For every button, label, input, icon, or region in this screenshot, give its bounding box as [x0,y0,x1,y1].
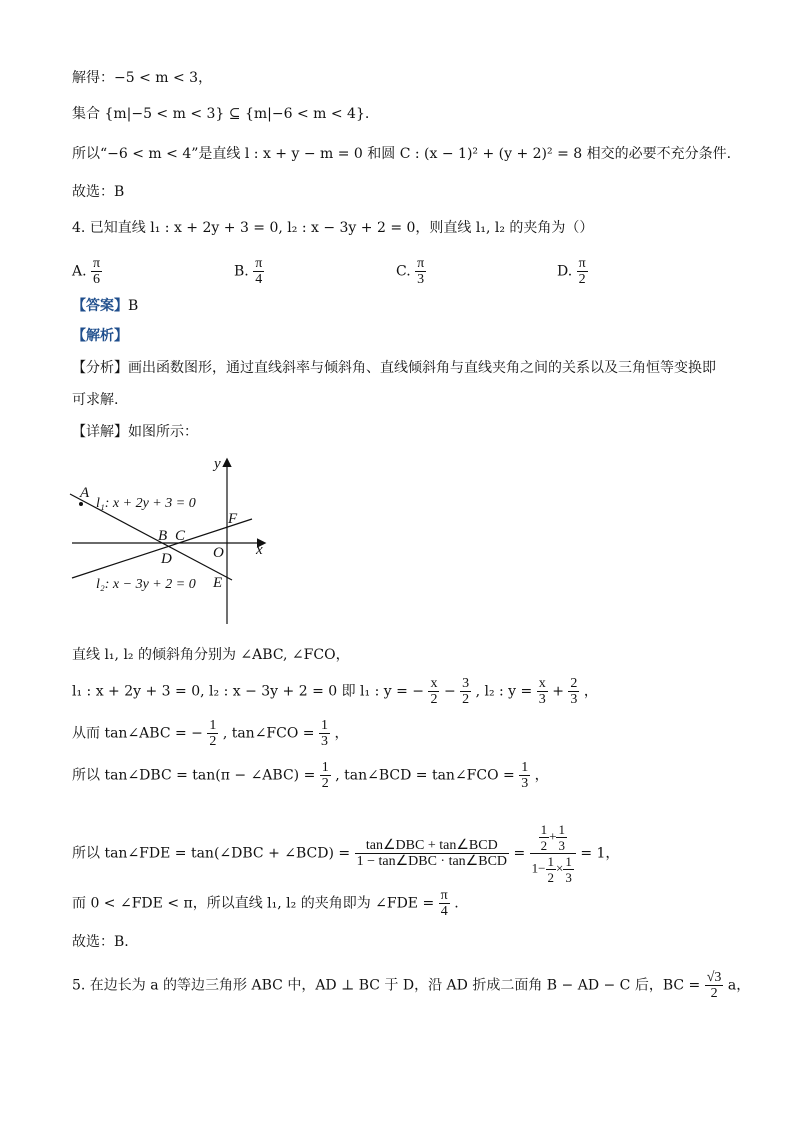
derivation-5: 所以 tan∠FDE = tan(∠DBC + ∠BCD) = $\frac{\text{tan∠DBC + tan∠BCD}}{\text{1 − tan∠DBC · tan∠BCD}}$ = $\frac{1}{2}$ + $\frac{1}{3}$ 1− $\frac{1}{2}$ × $\frac{1}{3}$ = 1， [72,822,620,885]
label-a: A [80,485,90,501]
derivation-3: 从而 tan∠ABC = − $\frac{1}{2}$ , tan∠FCO = $\frac{1}{3}$ ， [72,718,349,749]
line-conclusion: 所以“−6 < m < 4”是直线 l : x + y − m = 0 和圆 C : (x − 1)² + (y + 2)² = 8 相交的必要不充分条件. [72,146,732,162]
derivation-2: l₁ : x + 2y + 3 = 0, l₂ : x − 3y + 2 = 0 即 l₁ : y = − $\frac{x}{2}$ − $\frac{3}{2}$ , l₂ : y = $\frac{x}{3}$ + $\frac{2}{3}$ ， [72,676,598,707]
derivation-4: 所以 tan∠DBC = tan(π − ∠ABC) = $\frac{1}{2}$ , tan∠BCD = tan∠FCO = $\frac{1}{3}$ ， [72,760,549,791]
label-e: E [213,575,223,591]
label-d: D [161,551,172,567]
fenxi-line: 【分析】画出函数图形，通过直线斜率与倾斜角、直线倾斜角与直线夹角之间的关系以及三角恒等变换即 [72,360,716,376]
figure-two-lines [68,452,278,627]
label-y: y [214,456,221,472]
xiangjie-line: 【详解】如图所示： [72,424,198,440]
final-choice: 故选：B. [72,934,129,950]
label-b: B [158,528,168,544]
answer-line: 【答案】B [72,298,139,314]
option-b: B. $\frac{\pi}{4}$ [234,256,263,287]
option-c: C. $\frac{\pi}{3}$ [396,256,425,287]
derivation-1: 直线 l₁, l₂ 的倾斜角分别为 ∠ABC, ∠FCO， [72,647,350,663]
point-a [79,502,83,506]
label-f: F [228,511,238,527]
derivation-6: 而 0 < ∠FDE < π，所以直线 l₁, l₂ 的夹角即为 ∠FDE = $\frac{\pi}{4}$ . [72,888,459,919]
question-4: 4. 已知直线 l₁ : x + 2y + 3 = 0, l₂ : x − 3y + 2 = 0，则直线 l₁, l₂ 的夹角为（） [72,220,594,236]
option-a: A. $\frac{\pi}{6}$ [72,256,101,287]
jiexi-line: 【解析】 [72,328,128,344]
label-x: x [256,542,263,558]
line-solve: 解得：−5 < m < 3， [72,70,213,86]
line-set: 集合 {m|−5 < m < 3} ⊆ {m|−6 < m < 4}. [72,106,370,122]
label-o: O [213,545,224,561]
label-l2: l₂: x − 3y + 2 = 0 [96,577,196,592]
label-c: C [175,528,186,544]
label-l1: l₁: x + 2y + 3 = 0 [96,496,196,511]
option-d: D. $\frac{\pi}{2}$ [557,256,586,287]
question-5: 5. 在边长为 a 的等边三角形 ABC 中，AD ⊥ BC 于 D，沿 AD 折成二面角 B − AD − C 后，BC = $\frac{√3}{2}$ a， [72,970,751,1001]
fenxi-line-2: 可求解. [72,392,119,408]
line-choice-prev: 故选：B [72,184,125,200]
